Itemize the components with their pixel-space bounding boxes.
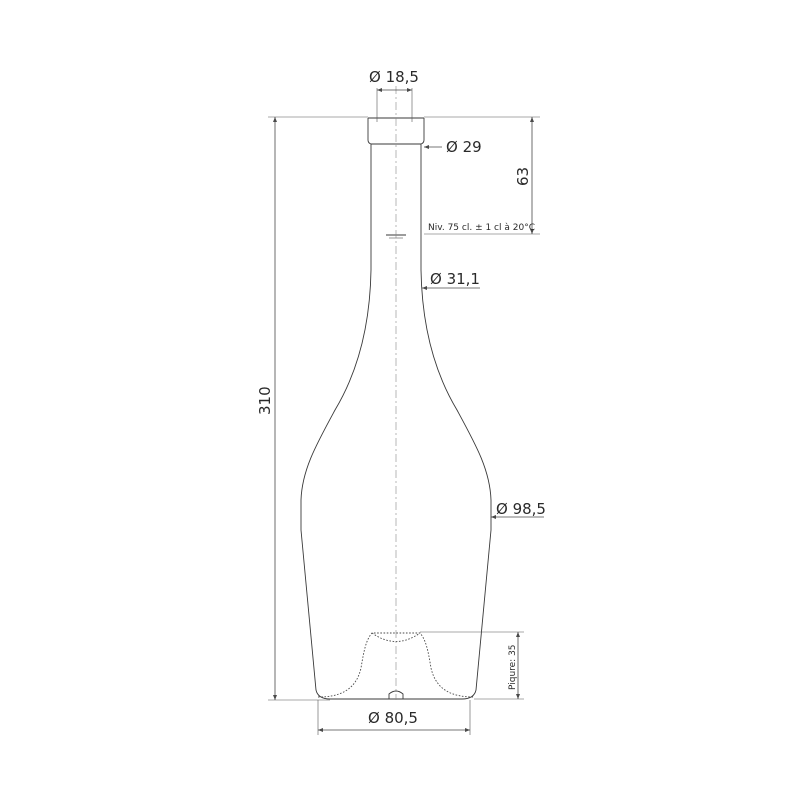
dim-neck-bore: [369, 68, 419, 122]
dim-base: [318, 700, 470, 735]
label-fill-level: Niv. 75 cl. ± 1 cl à 20°C: [428, 223, 535, 233]
dim-neck-height: [424, 117, 540, 234]
dim-punt-depth: [420, 632, 524, 699]
dim-lip: [424, 138, 482, 156]
label-lip: Ø 29: [446, 138, 482, 156]
label-neck-bore: Ø 18,5: [369, 68, 419, 86]
dim-body: [491, 500, 546, 519]
label-shoulder: Ø 31,1: [430, 270, 480, 288]
dim-total-height: [256, 117, 368, 700]
label-neck-height: 63: [514, 166, 532, 186]
label-base: Ø 80,5: [368, 709, 418, 727]
label-punt-depth: Piqure: 35: [508, 644, 518, 690]
label-total-height: 310: [256, 386, 274, 415]
label-body: Ø 98,5: [496, 500, 546, 518]
dim-shoulder: [422, 270, 480, 290]
bottle-left-profile: [301, 144, 371, 699]
